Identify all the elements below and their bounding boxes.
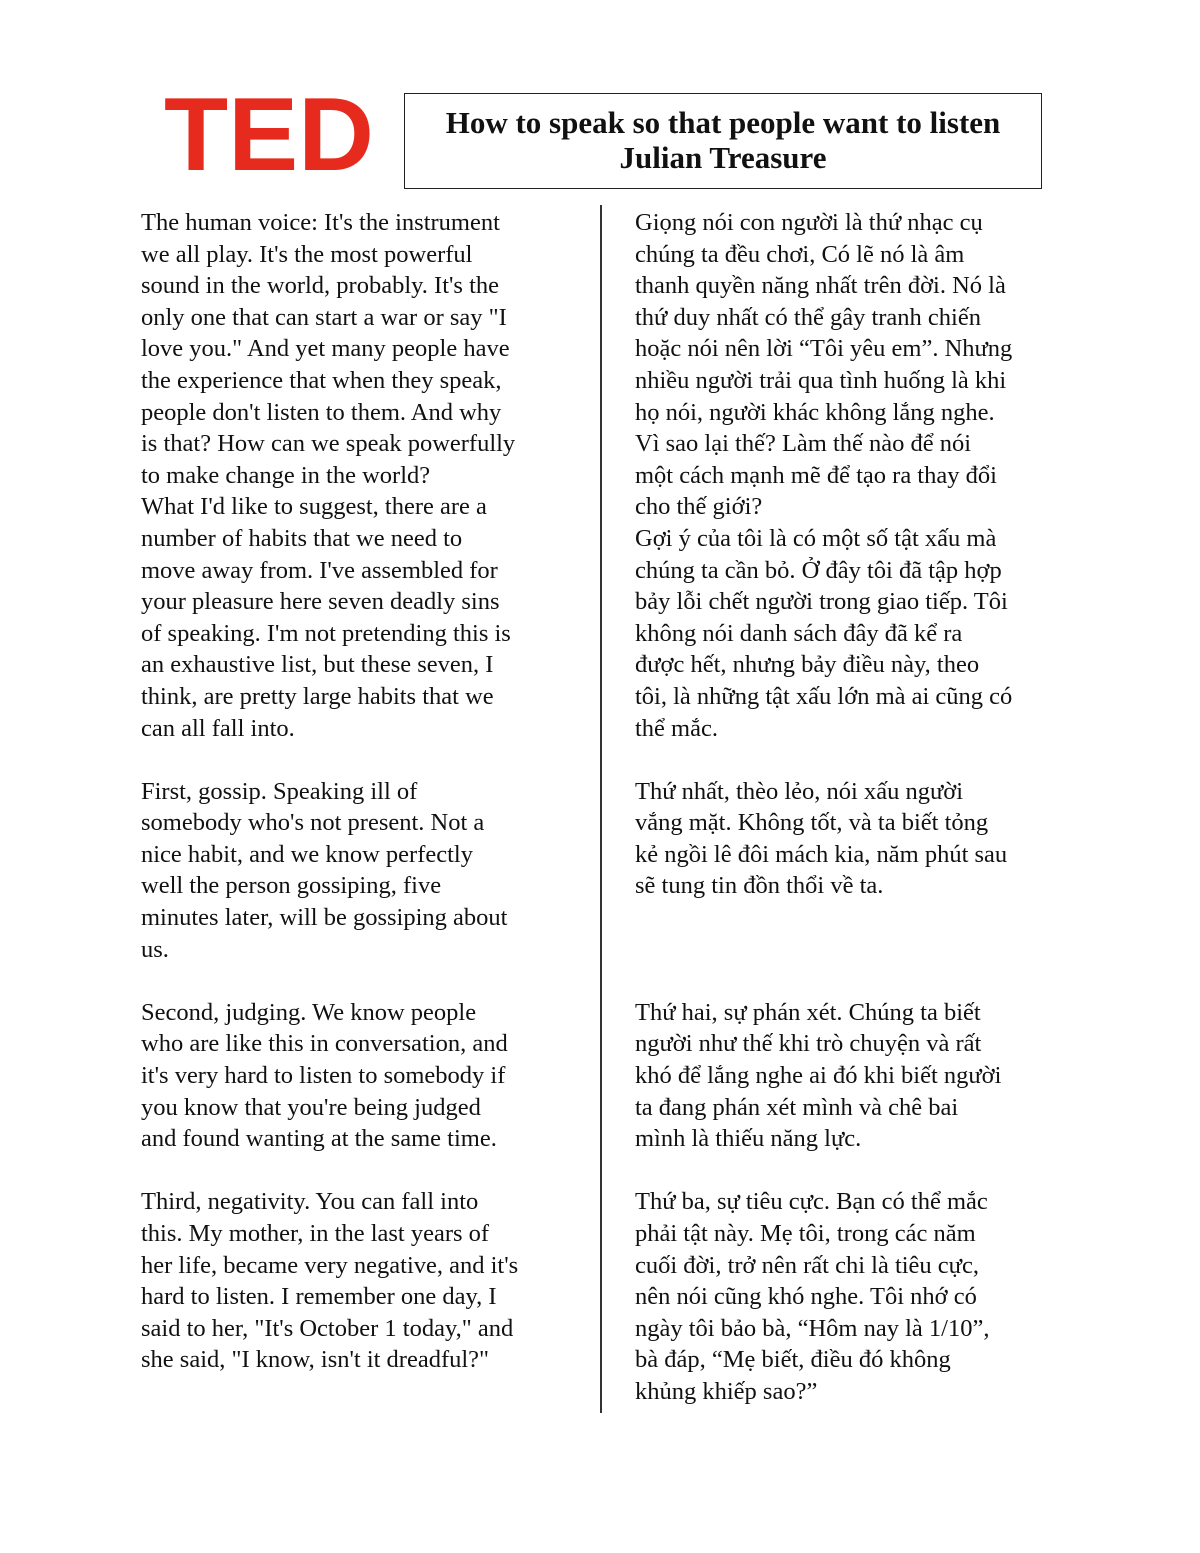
english-paragraph-negativity: Third, negativity. You can fall into this. My mother, in the last years of her life, became very negative, and it's hard to listen. I remember one day, I said to her, "It's October 1 today," and she said, "I know, isn't it dreadful?" xyxy=(141,1188,519,1374)
vietnamese-paragraph-judging: Thứ hai, sự phán xét. Chúng ta biết người như thế khi trò chuyện và rất khó để lắng nghe ai đó khi biết người ta đang phán xét mình và chê bai mình là thiếu năng lực. xyxy=(635,998,1002,1153)
speaker-name: Julian Treasure xyxy=(619,140,827,175)
english-paragraph-intro: The human voice: It's the instrument we all play. It's the most powerful sound in the world, probably. It's the only one that can start a war or say "I love you." And yet many people have the experience that when they speak, people don't listen to them. And why is that? How can we speak powerfully to make change in the world? xyxy=(141,209,516,489)
vietnamese-column xyxy=(635,207,1065,1408)
english-paragraph-gossip: First, gossip. Speaking ill of somebody who's not present. Not a nice habit, and we know perfectly well the person gossiping, five minutes later, will be gossiping about us. xyxy=(141,777,508,963)
vietnamese-paragraph-habits: Gợi ý của tôi là có một số tật xấu mà chúng ta cần bỏ. Ở đây tôi đã tập hợp bảy lỗi chết người trong giao tiếp. Tôi không nói danh sách đây đã kể ra được hết, nhưng bảy điều này, theo tôi, là những tật xấu lớn mà ai cũng có thể mắc. xyxy=(635,524,1013,742)
english-column xyxy=(141,207,581,1376)
vietnamese-paragraph-intro: Giọng nói con người là thứ nhạc cụ chúng ta đều chơi, Có lẽ nó là âm thanh quyền năng nhất trên đời. Nó là thứ duy nhất có thể gây tranh chiến hoặc nói nên lời “Tôi yêu em”. Nhưng nhiều người trải qua tình huống là khi họ nói, người khác không lắng nghe. Vì sao lại thế? Làm thế nào để nói một cách mạnh mẽ để tạo ra thay đổi cho thế giới? xyxy=(635,209,1013,521)
english-paragraph-habits: What I'd like to suggest, there are a number of habits that we need to move away from. I've assembled for your pleasure here seven deadly sins of speaking. I'm not pretending this is an exhaustive list, but these seven, I think, are pretty large habits that we can all fall into. xyxy=(141,493,511,742)
english-paragraph-judging: Second, judging. We know people who are like this in conversation, and it's very hard to listen to somebody if you know that you're being judged and found wanting at the same time. xyxy=(141,998,508,1153)
vietnamese-paragraph-gossip: Thứ nhất, thèo lẻo, nói xấu người vắng mặt. Không tốt, và ta biết tỏng kẻ ngồi lê đôi mách kia, năm phút sau sẽ tung tin đồn thổi về ta. xyxy=(635,777,1008,900)
ted-logo-text: TED xyxy=(164,88,374,180)
vietnamese-paragraph-negativity: Thứ ba, sự tiêu cực. Bạn có thể mắc phải tật này. Mẹ tôi, trong các năm cuối đời, trở nên rất chi là tiêu cực, nên nói cũng khó nghe. Tôi nhớ có ngày tôi bảo bà, “Hôm nay là 1/10”, bà đáp, “Mẹ biết, điều đó không khủng khiếp sao?” xyxy=(635,1188,990,1405)
ted-logo xyxy=(162,88,377,180)
talk-title: How to speak so that people want to listen xyxy=(445,105,1001,140)
title-box xyxy=(404,93,1042,189)
column-divider xyxy=(600,205,602,1413)
